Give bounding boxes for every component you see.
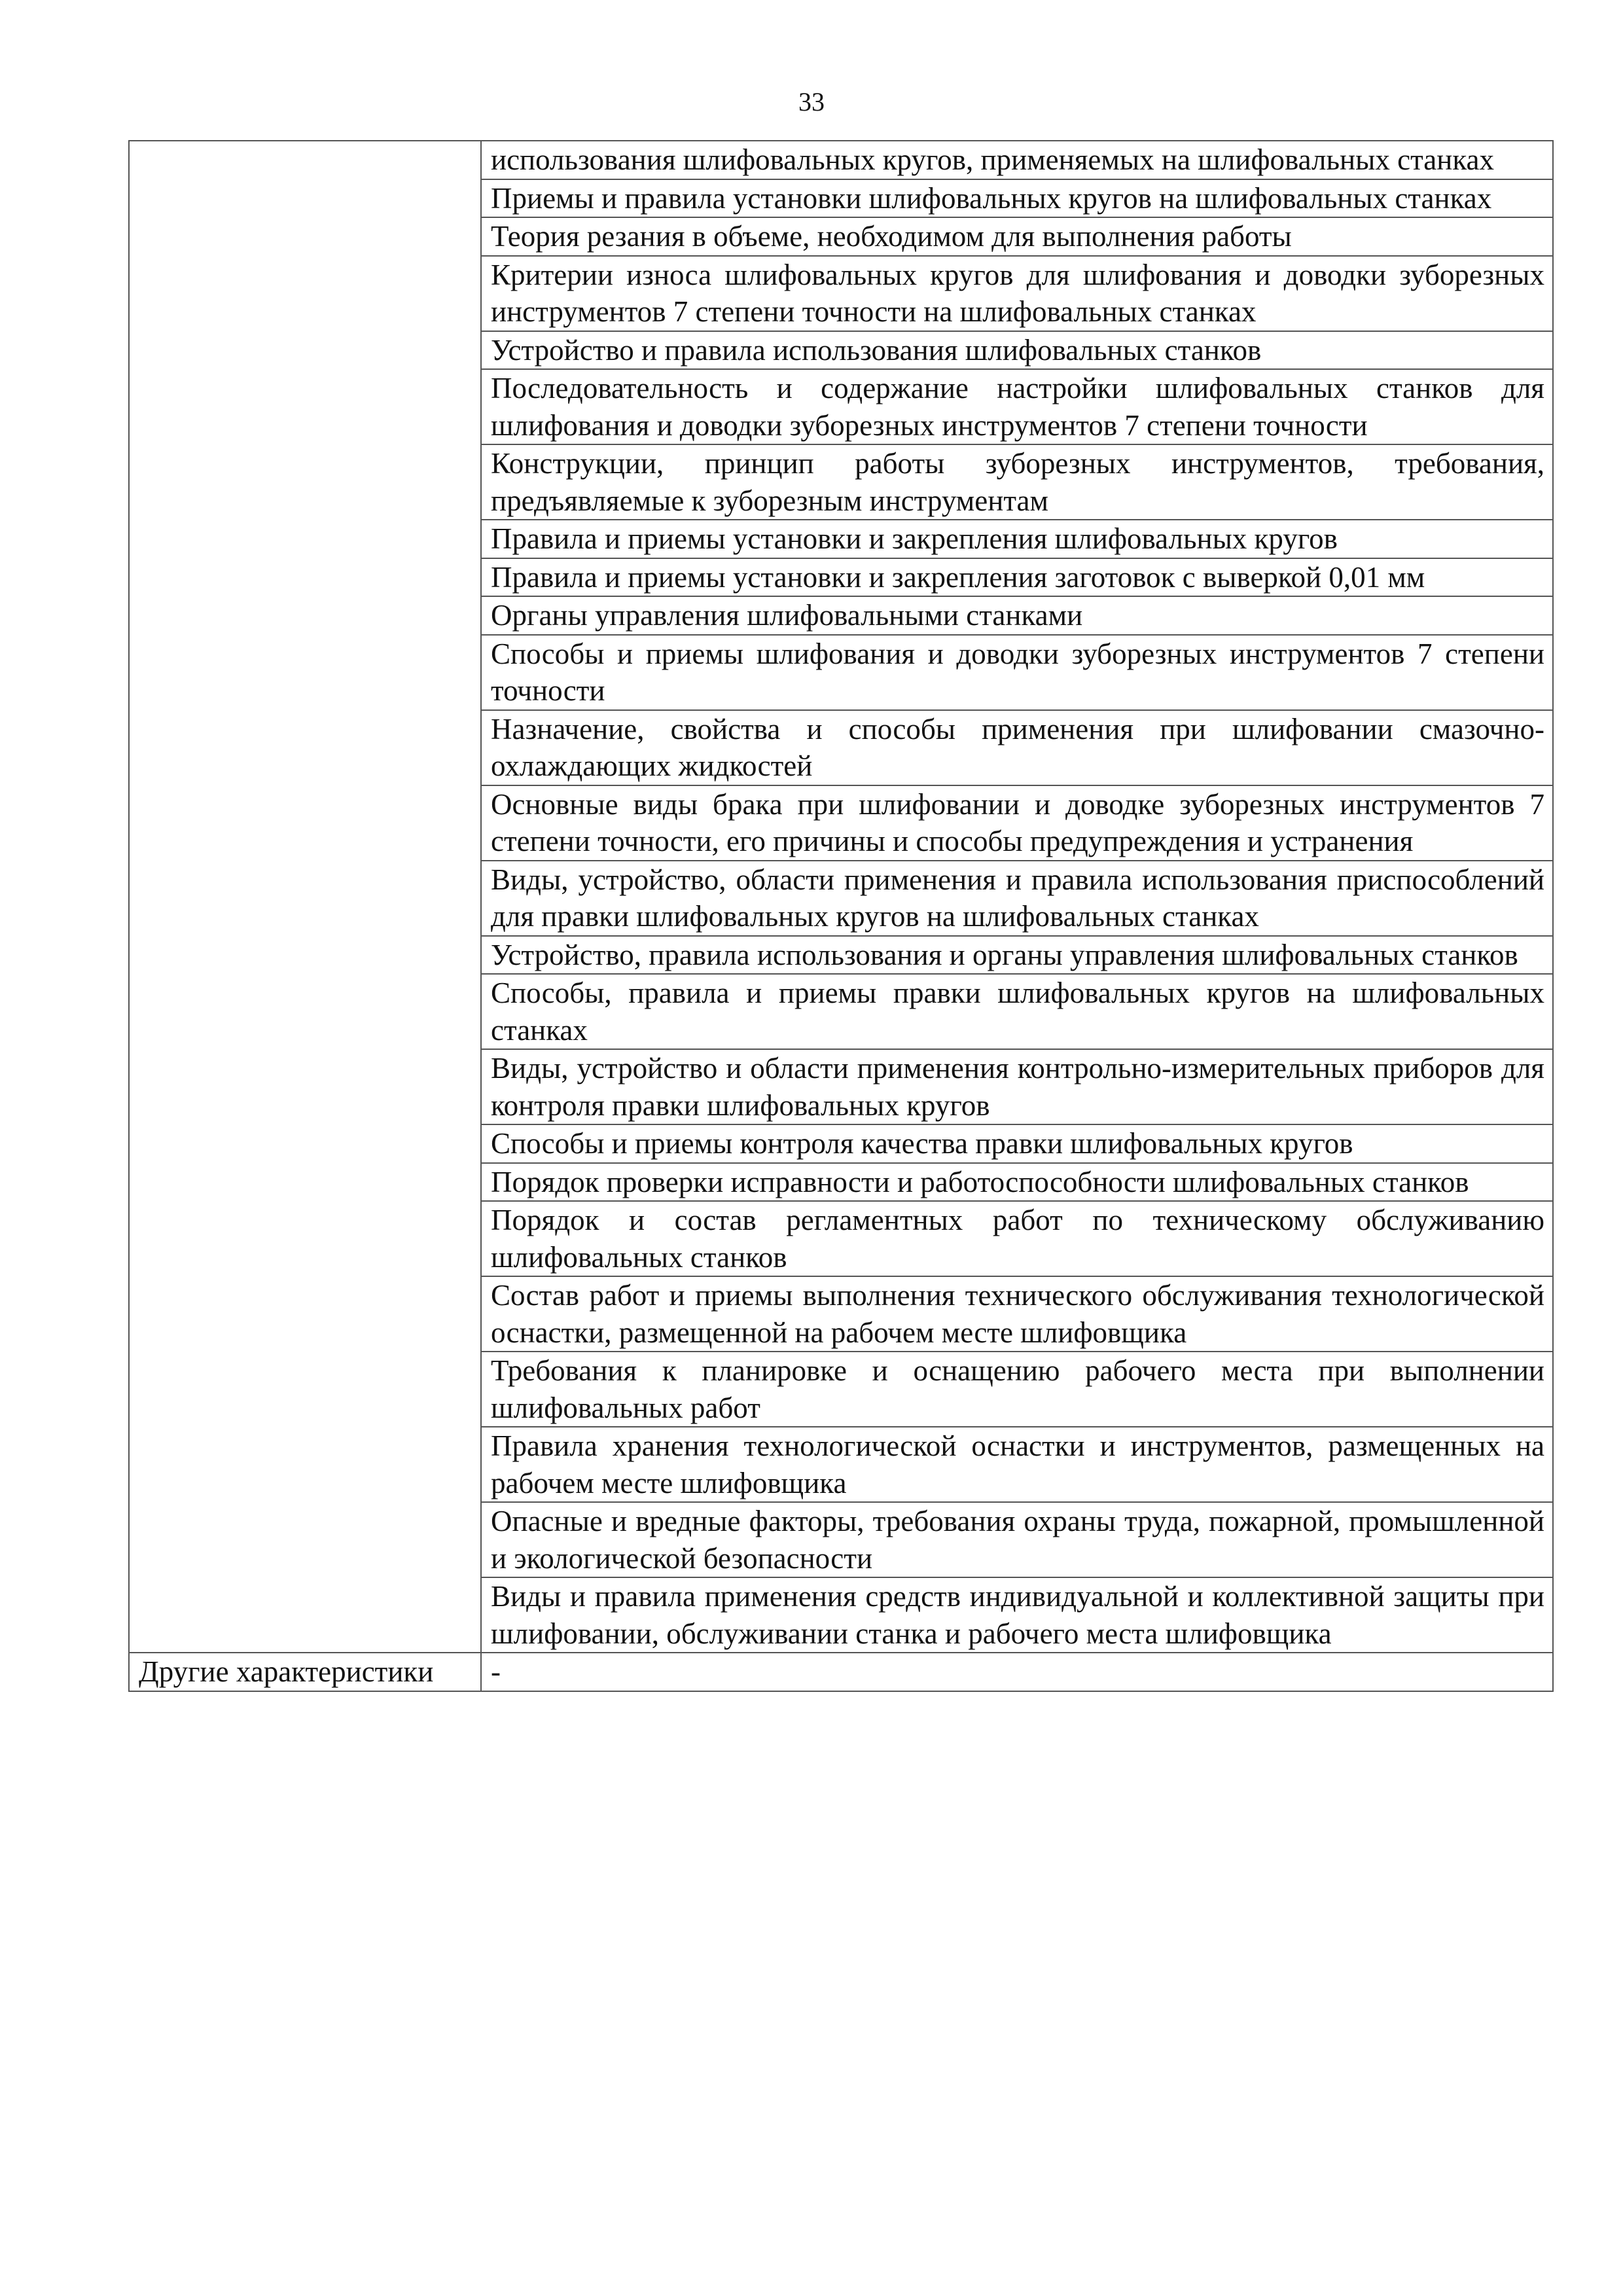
- knowledge-item-cell: [481, 596, 1553, 635]
- knowledge-item-text: Назначение, свойства и способы применения при шлифовании смазочно-охлаждающих жидкостей: [491, 712, 1544, 782]
- knowledge-item-cell: [481, 1502, 1553, 1577]
- knowledge-item-cell: [481, 710, 1553, 785]
- knowledge-item-text: Основные виды брака при шлифовании и доводке зуборезных инструментов 7 степени точности, его причины и способы предупреждения и устранения: [491, 787, 1544, 857]
- knowledge-item-cell: [481, 217, 1553, 256]
- category-cell-empty: [129, 141, 481, 1653]
- knowledge-item-cell: [481, 369, 1553, 444]
- knowledge-item-text: Порядок проверки исправности и работоспособности шлифовальных станков: [491, 1165, 1469, 1198]
- knowledge-item-cell: [481, 256, 1553, 331]
- knowledge-item-text: Правила и приемы установки и закрепления заготовок с выверкой 0,01 мм: [491, 560, 1425, 594]
- knowledge-item-text: Устройство и правила использования шлифовальных станков: [491, 333, 1262, 367]
- knowledge-item-text: Порядок и состав регламентных работ по техническому обслуживанию шлифовальных станков: [491, 1204, 1544, 1274]
- knowledge-item-cell: [481, 141, 1553, 179]
- knowledge-item-text: Опасные и вредные факторы, требования охраны труда, пожарной, промышленной и экологической безопасности: [491, 1505, 1544, 1575]
- knowledge-item-cell: [481, 331, 1553, 370]
- knowledge-item-cell: [481, 444, 1553, 520]
- knowledge-item-text: Виды, устройство и области применения контрольно-измерительных приборов для контроля правки шлифовальных кругов: [491, 1052, 1544, 1122]
- knowledge-item-cell: [481, 1124, 1553, 1163]
- knowledge-item-cell: [481, 558, 1553, 597]
- knowledge-item-cell: [481, 1427, 1553, 1502]
- knowledge-item-text: Состав работ и приемы выполнения технического обслуживания технологической оснастки, размещенной на рабочем месте шлифовщика: [491, 1279, 1544, 1349]
- other-characteristics-label-cell: [129, 1653, 481, 1691]
- other-characteristics-label: Другие характеристики: [139, 1655, 434, 1688]
- knowledge-item-cell: [481, 179, 1553, 218]
- knowledge-item-cell: [481, 1163, 1553, 1202]
- other-characteristics-value: -: [491, 1655, 501, 1688]
- knowledge-item-cell: [481, 635, 1553, 710]
- knowledge-item-text: использования шлифовальных кругов, применяемых на шлифовальных станках: [491, 143, 1494, 176]
- knowledge-item-cell: [481, 861, 1553, 936]
- knowledge-item-text: Способы и приемы контроля качества правки шлифовальных кругов: [491, 1127, 1353, 1160]
- knowledge-item-text: Органы управления шлифовальными станками: [491, 599, 1083, 632]
- knowledge-item-text: Устройство, правила использования и органы управления шлифовальных станков: [491, 938, 1518, 971]
- knowledge-item-text: Виды и правила применения средств индивидуальной и коллективной защиты при шлифовании, обслуживании станка и рабочего места шлифовщика: [491, 1580, 1544, 1650]
- knowledge-item-text: Последовательность и содержание настройки шлифовальных станков для шлифования и доводки зуборезных инструментов 7 степени точности: [491, 372, 1544, 442]
- knowledge-item-text: Способы, правила и приемы правки шлифовальных кругов на шлифовальных станках: [491, 977, 1544, 1047]
- knowledge-item-cell: [481, 1276, 1553, 1352]
- knowledge-item-cell: [481, 936, 1553, 975]
- knowledge-item-cell: [481, 785, 1553, 861]
- knowledge-item-text: Правила хранения технологической оснастки и инструментов, размещенных на рабочем месте шлифовщика: [491, 1429, 1544, 1499]
- table-row: [129, 141, 1553, 179]
- knowledge-item-text: Теория резания в объеме, необходимом для выполнения работы: [491, 220, 1292, 253]
- knowledge-item-text: Конструкции, принцип работы зуборезных инструментов, требования, предъявляемые к зуборезным инструментам: [491, 447, 1544, 517]
- knowledge-item-cell: [481, 1201, 1553, 1276]
- knowledge-item-cell: [481, 1352, 1553, 1427]
- knowledge-item-text: Приемы и правила установки шлифовальных кругов на шлифовальных станках: [491, 181, 1492, 215]
- knowledge-item-text: Критерии износа шлифовальных кругов для шлифования и доводки зуборезных инструментов 7 степени точности на шлифовальных станках: [491, 258, 1544, 328]
- other-characteristics-value-cell: [481, 1653, 1553, 1691]
- knowledge-item-text: Способы и приемы шлифования и доводки зуборезных инструментов 7 степени точности: [491, 637, 1544, 707]
- knowledge-item-cell: [481, 1049, 1553, 1124]
- knowledge-item-text: Требования к планировке и оснащению рабочего места при выполнении шлифовальных работ: [491, 1354, 1544, 1424]
- knowledge-item-cell: [481, 1577, 1553, 1653]
- knowledge-item-text: Виды, устройство, области применения и правила использования приспособлений для правки шлифовальных кругов на шлифовальных станках: [491, 863, 1544, 933]
- knowledge-item-cell: [481, 520, 1553, 558]
- other-characteristics-row: [129, 1653, 1553, 1691]
- knowledge-table: [128, 140, 1554, 1692]
- knowledge-item-text: Правила и приемы установки и закрепления шлифовальных кругов: [491, 522, 1338, 555]
- knowledge-table-body: [129, 141, 1553, 1691]
- page-number: 33: [798, 87, 825, 117]
- knowledge-item-cell: [481, 974, 1553, 1049]
